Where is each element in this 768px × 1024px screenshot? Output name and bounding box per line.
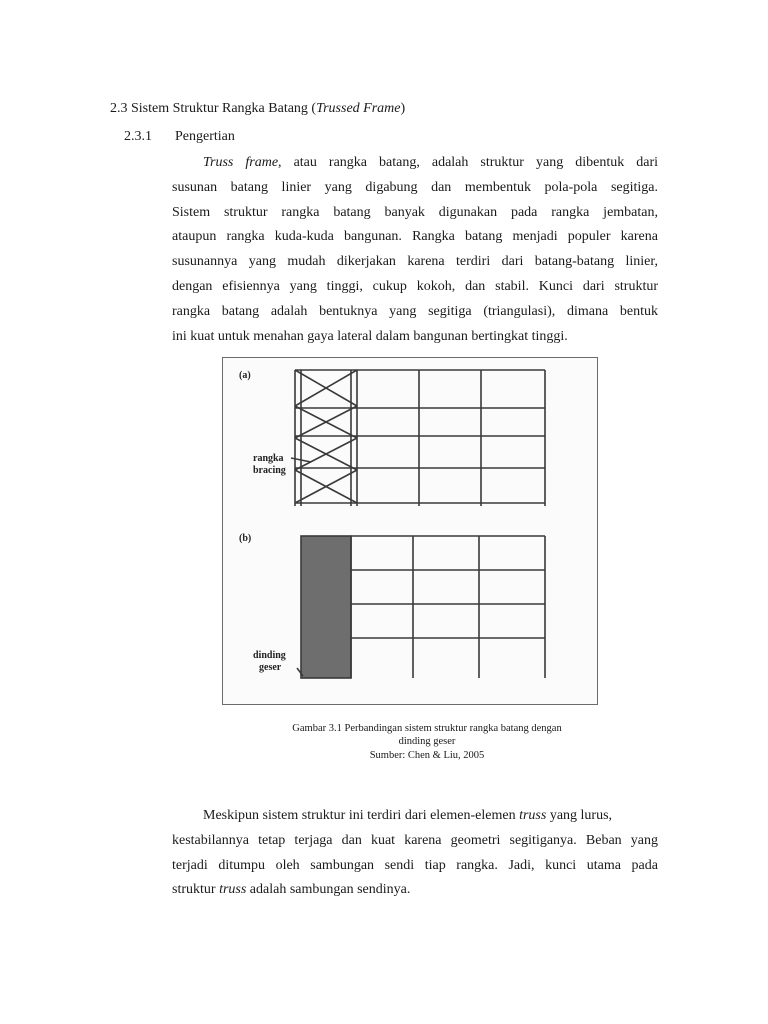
paragraph-line: [172, 151, 658, 176]
paragraph-text: yang lurus,: [546, 808, 613, 823]
shear-wall: [301, 536, 351, 678]
paragraph-definition: [172, 151, 658, 349]
annotation-bracing: bracing: [253, 465, 286, 476]
annotation-dinding: dinding: [253, 650, 286, 661]
paragraph-text: Meskipun sistem struktur ini terdiri dari elemen-elemen: [203, 808, 520, 823]
section-heading: [110, 101, 405, 117]
paragraph-text: adalah sambungan sendinya.: [246, 882, 411, 898]
paragraph-line: susunan batang linier yang digabung dan membentuk pola-pola segitiga.: [172, 179, 658, 195]
figure-diagram: [223, 358, 597, 704]
annotation-geser: geser: [259, 662, 282, 673]
paragraph-line: [172, 804, 658, 829]
annotation-rangka: rangka: [253, 453, 284, 464]
figure-label-a: (a): [239, 370, 251, 381]
section-heading-suffix: ): [400, 101, 406, 116]
paragraph-line: terjadi ditumpu oleh sambungan sendi tiap rangka. Jadi, kunci utama pada: [172, 857, 658, 873]
subsection-title: Pengertian: [175, 129, 235, 144]
paragraph-line: kestabilannya tetap terjaga dan kuat karena geometri segitiganya. Beban yang: [172, 832, 658, 848]
paragraph-line: ataupun rangka kuda-kuda bangunan. Rangka batang menjadi populer karena: [172, 229, 658, 245]
paragraph-line: [172, 878, 658, 903]
paragraph-line: Sistem struktur rangka batang banyak digunakan pada rangka jembatan,: [172, 204, 658, 220]
figure-structure-comparison: [222, 357, 598, 705]
paragraph-italic-term: Truss frame: [203, 155, 279, 170]
paragraph-stability: [172, 804, 658, 903]
section-heading-italic: Trussed Frame: [316, 101, 401, 116]
figure-label-b: (b): [239, 533, 252, 544]
paragraph-line: susunannya yang mudah dikerjakan karena terdiri dari batang-batang linier,: [172, 254, 658, 270]
paragraph-line: rangka batang adalah bentuknya yang segitiga (triangulasi), dimana bentuk: [172, 303, 658, 319]
figure-caption-title: Gambar 3.1 Perbandingan sistem struktur rangka batang dengan: [292, 723, 562, 734]
panel-b-shear-wall-frame: [297, 536, 545, 678]
figure-caption-source: Sumber: Chen & Liu, 2005: [369, 750, 485, 761]
section-heading-text: 2.3 Sistem Struktur Rangka Batang (: [110, 101, 317, 116]
paragraph-italic-term: truss: [519, 808, 547, 823]
paragraph-text: struktur: [172, 882, 220, 898]
paragraph-text: , atau rangka batang, adalah struktur yang dibentuk dari: [278, 155, 658, 170]
subsection-number: 2.3.1: [124, 129, 152, 144]
panel-a-braced-frame: [291, 370, 545, 506]
figure-caption-title-cont: dinding geser: [398, 736, 456, 747]
paragraph-line: ini kuat untuk menahan gaya lateral dalam bangunan bertingkat tinggi.: [172, 328, 568, 344]
paragraph-italic-term: truss: [219, 882, 247, 898]
paragraph-line: dengan efisiennya yang tinggi, cukup kokoh, dan stabil. Kunci dari struktur: [172, 278, 658, 294]
